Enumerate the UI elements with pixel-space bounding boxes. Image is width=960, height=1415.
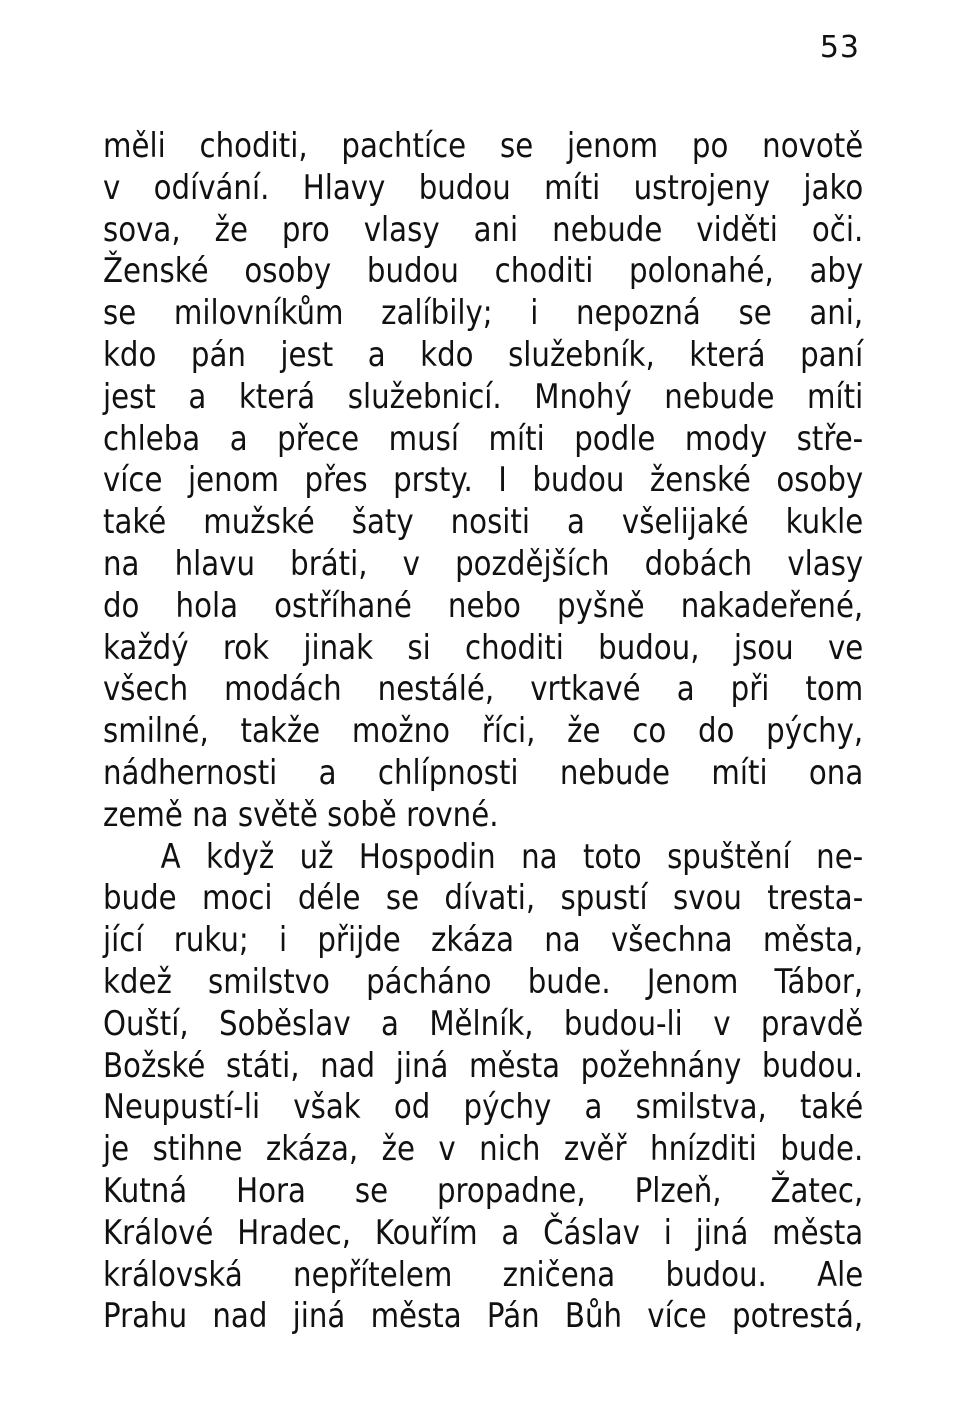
- text-line: jící ruku; i přijde zkáza na všechna města,: [103, 920, 864, 961]
- text-line: se milovníkům zalíbily; i nepozná se ani,: [103, 293, 864, 334]
- text-line: Ženské osoby budou choditi polonahé, aby: [103, 251, 864, 292]
- body-text: [103, 126, 863, 1338]
- text-line: Králové Hradec, Kouřím a Čáslav i jiná města: [103, 1212, 864, 1253]
- text-line: více jenom přes prsty. I budou ženské osoby: [103, 460, 864, 501]
- text-line: Ouští, Soběslav a Mělník, budou-li v pravdě: [103, 1003, 864, 1044]
- text-line: všech modách nestálé, vrtkavé a při tom: [103, 669, 864, 710]
- text-line: každý rok jinak si choditi budou, jsou ve: [103, 627, 864, 668]
- text-line: královská nepřítelem zničena budou. Ale: [103, 1254, 864, 1295]
- text-line: jest a která služebnicí. Mnohý nebude míti: [103, 376, 864, 417]
- text-line: je stihne zkáza, že v nich zvěř hnízditi bude.: [103, 1129, 864, 1170]
- text-line: smilné, takže možno říci, že co do pýchy,: [103, 711, 864, 752]
- text-line: na hlavu bráti, v pozdějších dobách vlasy: [103, 543, 864, 584]
- text-line: Božské státi, nad jiná města požehnány budou.: [103, 1045, 864, 1086]
- text-line: kdo pán jest a kdo služebník, která paní: [103, 334, 864, 375]
- text-line: bude moci déle se dívati, spustí svou tresta-: [103, 878, 864, 919]
- text-line: do hola ostříhané nebo pyšně nakadeřené,: [103, 585, 864, 626]
- text-line: Prahu nad jiná města Pán Bůh více potrestá,: [103, 1296, 864, 1337]
- text-line: Neupustí-li však od pýchy a smilstva, také: [103, 1087, 864, 1128]
- text-line: v odívání. Hlavy budou míti ustrojeny jako: [103, 167, 864, 208]
- text-line: také mužské šaty nositi a všelijaké kukle: [103, 502, 864, 543]
- paragraph-start-line: A když už Hospodin na toto spuštění ne-: [160, 836, 864, 877]
- text-line: Kutná Hora se propadne, Plzeň, Žatec,: [103, 1170, 864, 1211]
- text-line: kdež smilstvo pácháno bude. Jenom Tábor,: [103, 961, 864, 1002]
- text-line: měli choditi, pachtíce se jenom po novotě: [103, 126, 864, 166]
- text-line: nádhernosti a chlípnosti nebude míti ona: [103, 752, 864, 793]
- text-line: sova, že pro vlasy ani nebude viděti oči.: [103, 209, 864, 250]
- page-number: 53: [819, 30, 860, 65]
- text-line: chleba a přece musí míti podle mody stře-: [103, 418, 864, 459]
- paragraph-end-line: země na světě sobě rovné.: [103, 794, 499, 835]
